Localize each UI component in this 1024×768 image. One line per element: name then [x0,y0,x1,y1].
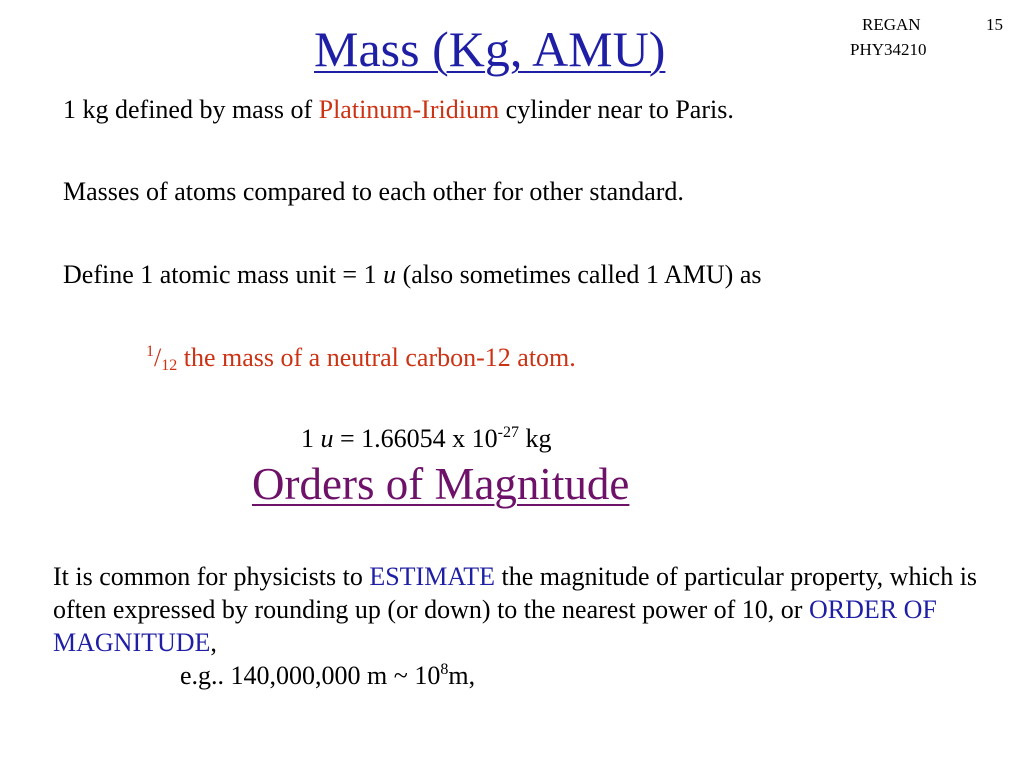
exponent: -27 [497,424,519,441]
line-text: the mass of a neutral carbon-12 atom. [177,343,576,372]
fraction-slash: / [154,343,162,372]
example-text: e.g.. 140,000,000 m ~ 10 [180,661,441,690]
line-text: 1 [301,424,321,453]
para-text: It is common for physicists to [53,562,370,591]
line-text: kg [519,424,552,453]
unit-symbol: u [383,260,397,289]
line-text: Define 1 atomic mass unit = 1 [63,260,384,289]
carbon-12-fraction-line [146,342,576,374]
header-course-code: PHY34210 [850,40,927,59]
orders-paragraph [53,560,1013,692]
mass-definition-line [63,94,734,126]
highlight-order-of-magnitude: ORDER OF MAGNITUDE [53,595,937,657]
header-author: REGAN [862,15,921,34]
example-line [53,659,1013,692]
slide-title-mass: Mass (Kg, AMU) [314,21,666,77]
example-exponent: 8 [440,661,449,678]
line-text: = 1.66054 x 10 [333,424,498,453]
atom-masses-line: Masses of atoms compared to each other for other standard. [63,177,684,206]
amu-definition-line [63,259,761,291]
para-text: , [210,628,217,657]
line-text: cylinder near to Paris. [499,95,734,124]
highlight-estimate: ESTIMATE [369,562,495,591]
slide-title-orders-of-magnitude: Orders of Magnitude [252,459,630,509]
highlight-platinum-iridium: Platinum-Iridium [318,95,500,124]
para-text: the magnitude of particular property, which is often expressed by rounding up (or down) to the nearest power of 10, or [53,562,978,624]
line-text: (also sometimes called 1 AMU) as [396,260,762,289]
example-text: m, [448,661,476,690]
page-number: 15 [986,15,1003,34]
fraction-denominator: 12 [161,357,178,374]
unit-symbol: u [320,424,334,453]
fraction-numerator: 1 [146,343,154,360]
amu-value-line [301,423,552,455]
line-text: 1 kg defined by mass of [63,95,319,124]
